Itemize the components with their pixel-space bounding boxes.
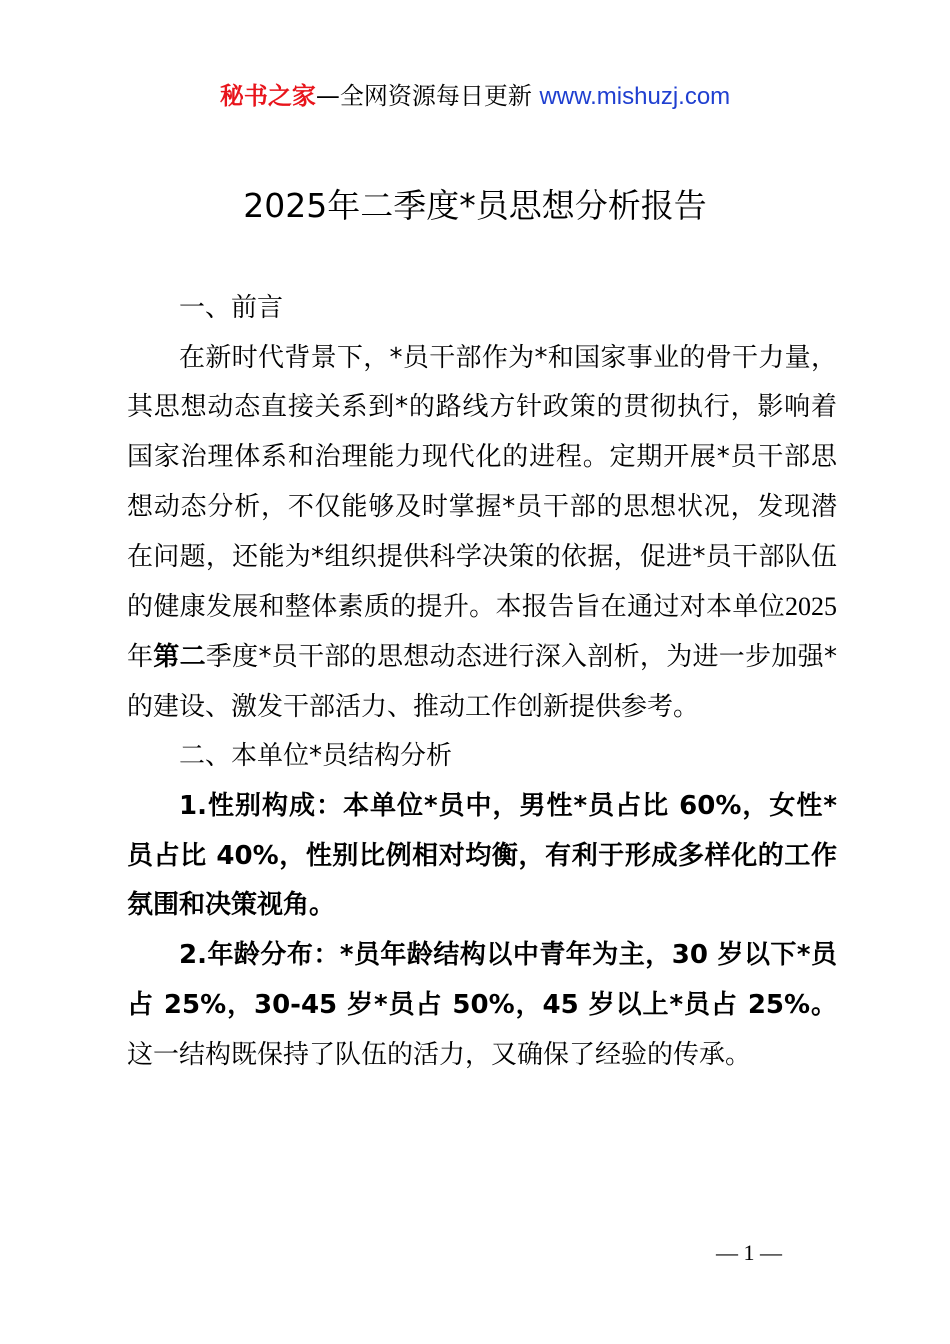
document-title: 2025年二季度*员思想分析报告 — [243, 186, 707, 225]
preface-bold-quarter: 第二 — [153, 641, 206, 672]
section-heading-preface: 一、前言 — [179, 293, 284, 323]
item-gender-composition: 1.性别构成：本单位*员中，男性*员占比 60%，女性*员占比 40%，性别比例相对均衡，有利于形成多样化的工作氛围和决策视角。 — [127, 791, 837, 921]
page-number: — 1 — — [716, 1240, 782, 1265]
site-banner — [0, 80, 950, 113]
preface-year-unit: 年 — [127, 641, 154, 672]
preface-paragraph — [127, 334, 837, 733]
website-url[interactable]: www.mishuzj.com — [539, 83, 731, 110]
brand-name: 秘书之家 — [219, 82, 316, 110]
age-distribution-rest: 这一结构既保持了队伍的活力，又确保了经验的传承。 — [127, 1039, 752, 1070]
item-age-distribution — [127, 931, 837, 1080]
age-distribution-bold: 2.年龄分布：*员年龄结构以中青年为主，30 岁以下*员占 25%，30-45 岁*员占 50%，45 岁以上*员占 25%。 — [127, 940, 837, 1020]
document-body — [127, 284, 837, 1080]
preface-year: 2025 — [785, 592, 837, 622]
preface-text: 在新时代背景下，*员干部作为*和国家事业的骨干力量，其思想动态直接关系到*的路线方针政策的贯彻执行，影响着国家治理体系和治理能力现代化的进程。定期开展*员干部思想动态分析，不仅能够及时掌握*员干部的思想状况，发现潜在问题，还能为*组织提供科学决策的依据，促进*员干部队伍的健康发展和整体素质的提升。本报告旨在通过对本单位 — [127, 342, 837, 623]
preface-text-end: 季度*员干部的思想动态进行深入剖析，为进一步加强*的建设、激发干部活力、推动工作创新提供参考。 — [127, 641, 837, 722]
section-heading-structure: 二、本单位*员结构分析 — [179, 741, 453, 772]
banner-tagline: —全网资源每日更新 — [315, 82, 540, 110]
